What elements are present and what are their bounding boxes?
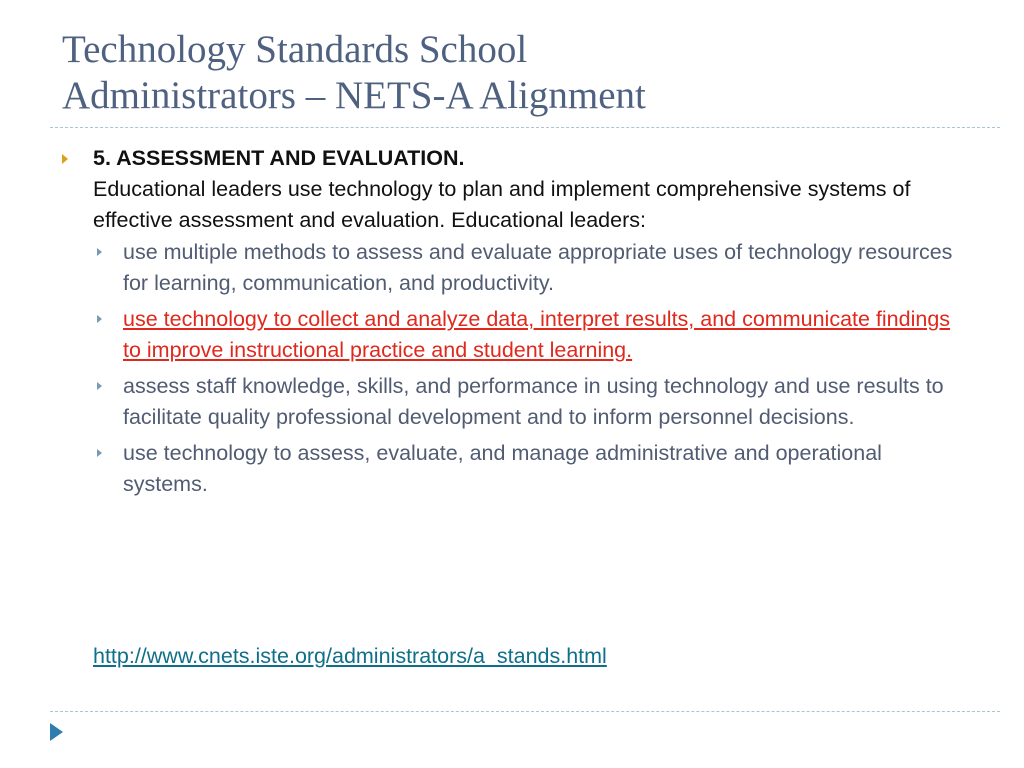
sub-bullet-list <box>60 237 960 500</box>
slide-content <box>60 143 960 505</box>
play-arrow-icon[interactable] <box>50 723 63 741</box>
sub-bullet-item <box>60 438 960 500</box>
sub-bullet-arrow-icon <box>97 382 102 390</box>
title-line-2: Administrators – NETS-A Alignment <box>62 74 646 117</box>
section-heading: 5. ASSESSMENT AND EVALUATION. <box>93 146 465 170</box>
sub-bullet-item <box>60 371 960 433</box>
highlighted-link-text[interactable]: use technology to collect and analyze data, interpret results, and communicate findings to improve instructional practice and student learning. <box>123 307 951 362</box>
section-bullet <box>60 143 960 236</box>
source-url-link[interactable]: http://www.cnets.iste.org/administrators/a_stands.html <box>93 644 607 668</box>
bottom-divider <box>50 711 1000 712</box>
section-body: Educational leaders use technology to plan and implement comprehensive systems of effective assessment and evaluation. Educational leaders: <box>93 177 911 232</box>
title-line-1: Technology Standards School <box>62 28 528 71</box>
sub-bullet-arrow-icon <box>97 315 102 323</box>
sub-bullet-arrow-icon <box>97 449 102 457</box>
top-divider <box>50 127 1000 128</box>
sub-bullet-text: use multiple methods to assess and evaluate appropriate uses of technology resources for learning, communication, and productivity. <box>123 240 953 295</box>
sub-bullet-text: use technology to assess, evaluate, and manage administrative and operational systems. <box>123 441 882 496</box>
sub-bullet-arrow-icon <box>97 248 102 256</box>
slide-title <box>62 27 992 119</box>
sub-bullet-text: assess staff knowledge, skills, and performance in using technology and use results to facilitate quality professional development and to inform personnel decisions. <box>123 374 944 429</box>
sub-bullet-item-highlighted <box>60 304 960 366</box>
bullet-arrow-icon <box>62 154 68 164</box>
sub-bullet-item <box>60 237 960 299</box>
